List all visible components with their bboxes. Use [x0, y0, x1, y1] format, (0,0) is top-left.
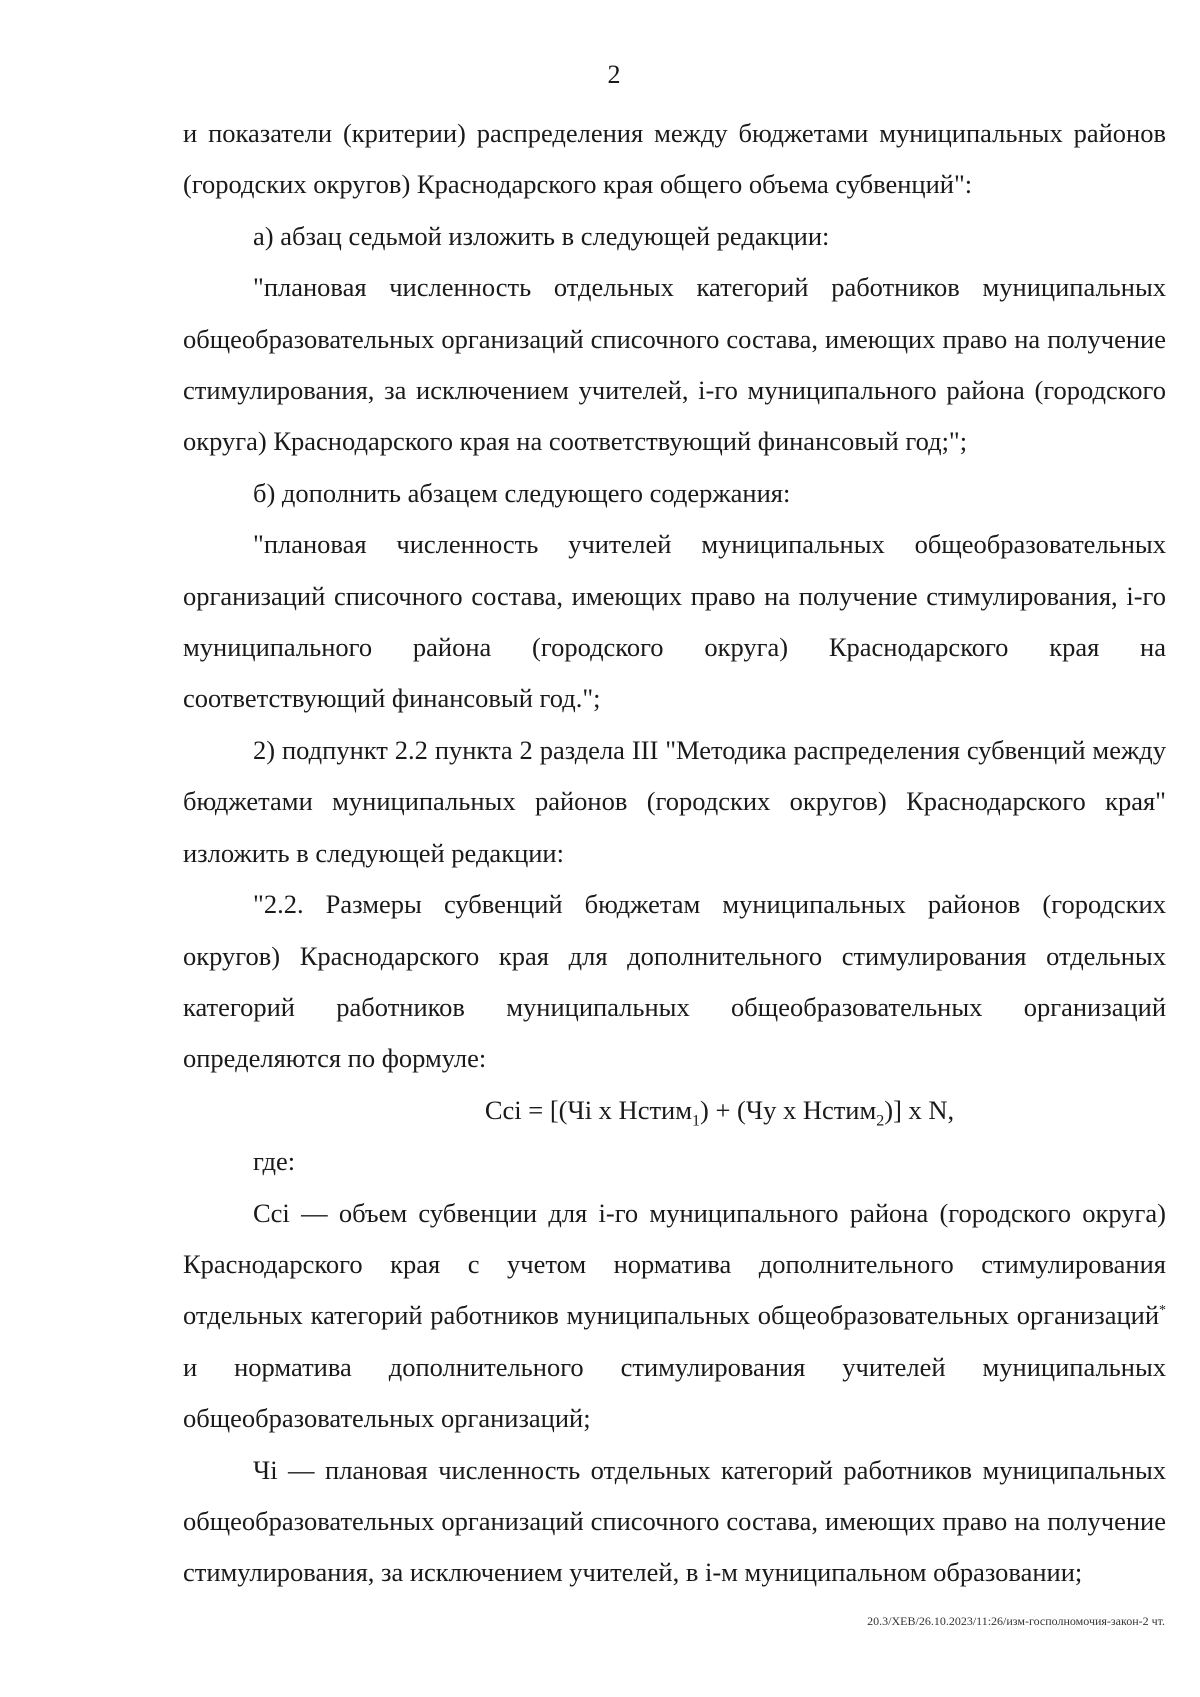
- formula-part-3: )] х N,: [884, 1094, 955, 1125]
- document-footer-code: 20.3/ХЕВ/26.10.2023/11:26/изм-госполномочия-закон-2 чт.: [867, 1614, 1165, 1628]
- formula-part-1: Ccі = [(Чі х Нстим: [484, 1094, 692, 1125]
- definition-cci-text: Ccі — объем субвенции для і-го муниципального района (городского округа) Краснодарского края с учетом норматива дополнительного стимулирования отдельных категорий работников муниципальных общеобразовательных организаций: [183, 1197, 1166, 1331]
- formula-part-2: ) + (Чу х Нстим: [700, 1094, 877, 1125]
- paragraph-where: где:: [253, 1146, 296, 1177]
- definition-cci-text-end: и норматива дополнительного стимулирования учителей муниципальных общеобразовательных организаций;: [183, 1351, 1166, 1434]
- page-number: 2: [607, 60, 621, 89]
- paragraph-quote-planned-staff: "плановая численность отдельных категорий работников муниципальных общеобразовательных организаций списочного состава, имеющих право на получение стимулирования, за исключением учителей, i-го муниципального района (городского округа) Краснодарского края на соответствующий финансовый год;";: [183, 272, 1166, 457]
- paragraph-item-a: а) абзац седьмой изложить в следующей редакции:: [253, 220, 830, 251]
- paragraph-definition-chi: Чі — плановая численность отдельных категорий работников муниципальных общеобразовательных организаций списочного состава, имеющих право на получение стимулирования, за исключением учителей, в і-м муниципальном образовании;: [183, 1454, 1166, 1588]
- paragraph-item-b: б) дополнить абзацем следующего содержания:: [253, 477, 791, 508]
- paragraph-definition-cci: [183, 1188, 1166, 1445]
- formula-subscript-2: 2: [876, 1112, 885, 1130]
- paragraph-item-2: 2) подпункт 2.2 пункта 2 раздела III "Методика распределения субвенций между бюджетами муниципальных районов (городских округов) Краснодарского края" изложить в следующей редакции:: [183, 734, 1166, 868]
- footnote-mark: *: [1159, 1303, 1166, 1319]
- paragraph-continuation: и показатели (критерии) распределения между бюджетами муниципальных районов (городских округов) Краснодарского края общего объема субвенций":: [183, 118, 1166, 200]
- formula-subscript-1: 1: [692, 1112, 700, 1130]
- formula: [183, 1085, 1166, 1136]
- document-body: [183, 108, 1166, 1599]
- paragraph-quote-planned-teachers: "плановая численность учителей муниципальных общеобразовательных организаций списочного состава, имеющих право на получение стимулирования, i-го муниципального района (городского округа) Краснодарского края на соответствующий финансовый год.";: [183, 529, 1166, 714]
- paragraph-subsection-2-2: "2.2. Размеры субвенций бюджетам муниципальных районов (городских округов) Краснодарского края для дополнительного стимулирования отдельных категорий работников муниципальных общеобразовательных организаций определяются по формуле:: [183, 889, 1166, 1074]
